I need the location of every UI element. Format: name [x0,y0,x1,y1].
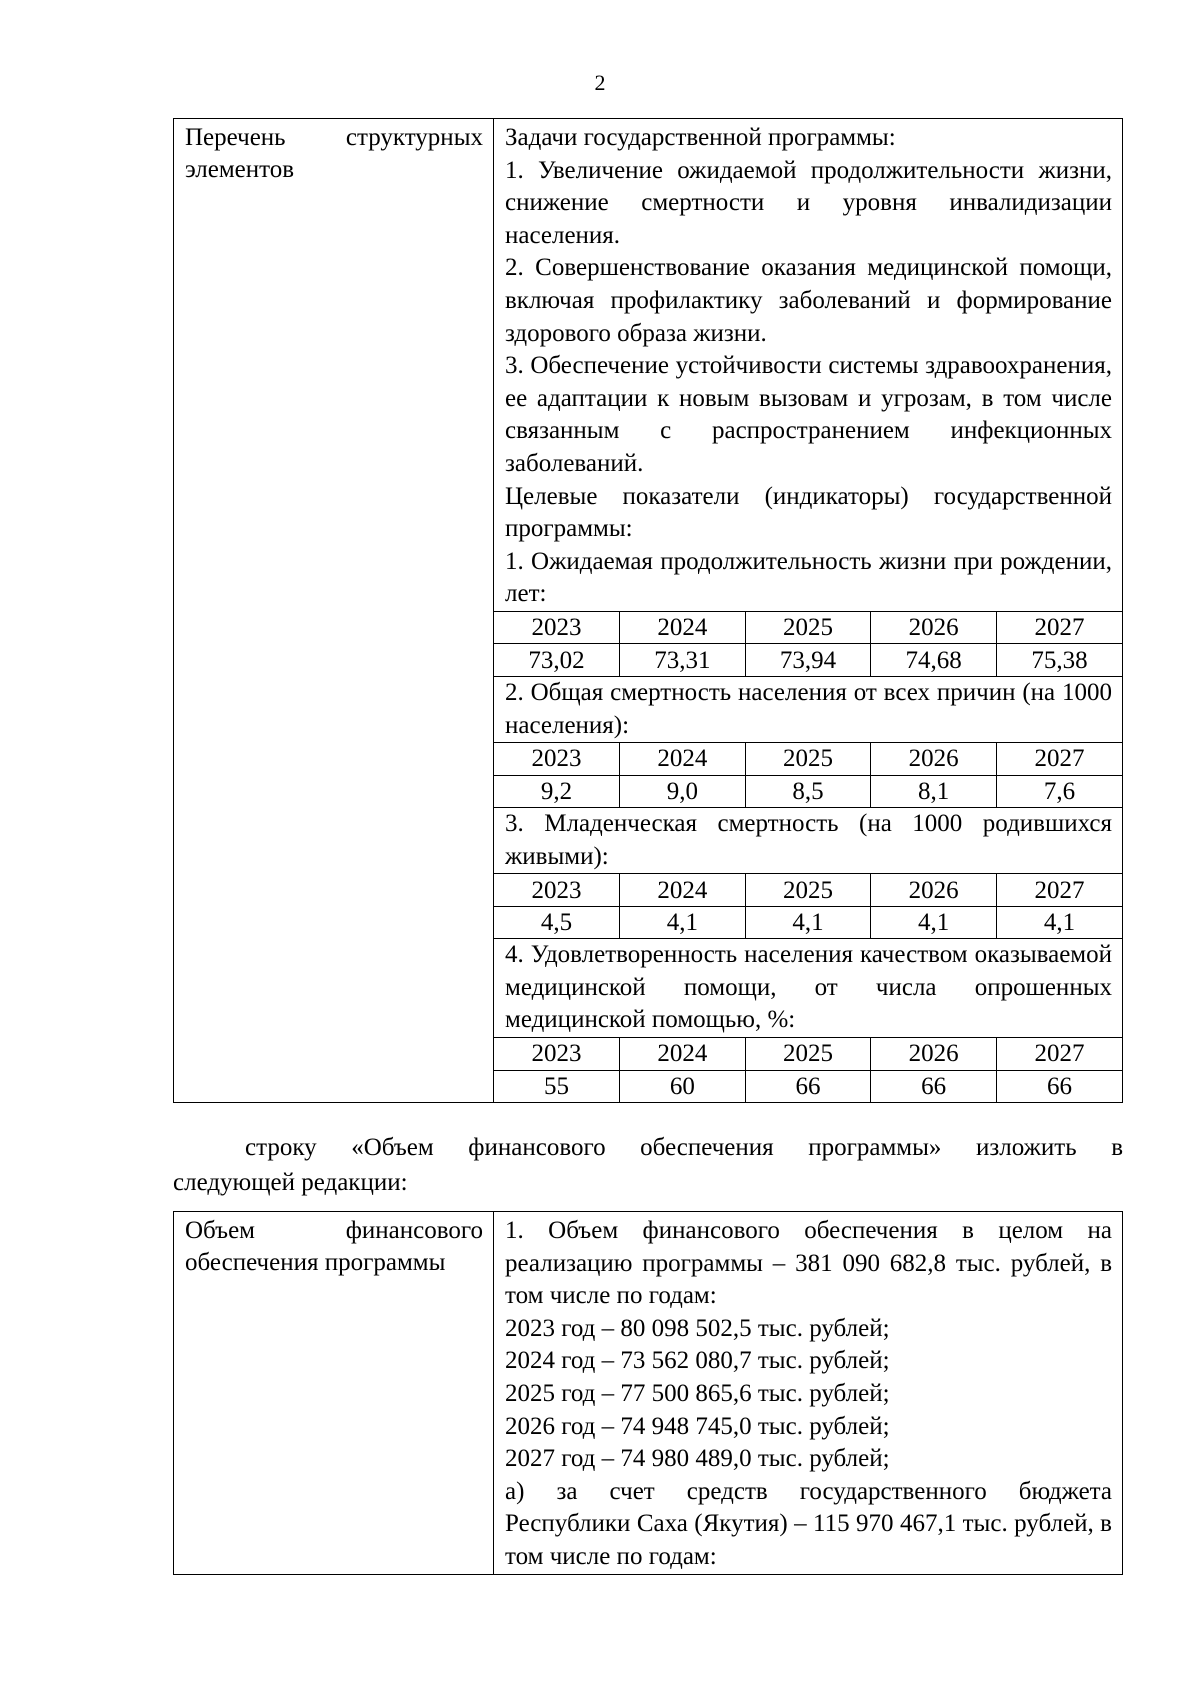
year-cell: 2025 [745,1038,871,1071]
value-cell: 75,38 [996,644,1122,677]
year-cell: 2024 [620,743,746,776]
financing-year-2027: 2027 год – 74 980 489,0 тыс. рублей; [505,1445,890,1473]
financing-year-2024: 2024 год – 73 562 080,7 тыс. рублей; [505,1347,890,1375]
structural-elements-label-line1: Перечень структурных [185,124,483,151]
page-number: 2 [594,70,606,95]
structural-elements-label-line2: элементов [185,156,295,183]
year-cell: 2023 [494,1038,620,1071]
task-3: 3. Обеспечение устойчивости системы здравоохранения, ее адаптации к новым вызовам и угрозам, в том числе связанным с распространением инфекционных заболеваний. [505,352,1112,477]
indicator-3-title: 3. Младенческая смертность (на 1000 родившихся живыми): [505,810,1112,870]
value-cell: 66 [996,1070,1122,1102]
value-cell: 4,1 [871,906,997,939]
value-cell: 4,1 [745,906,871,939]
value-cell: 74,68 [871,644,997,677]
value-cell: 60 [620,1070,746,1102]
year-cell: 2027 [996,1038,1122,1071]
tasks-heading: Задачи государственной программы: [505,124,896,151]
value-cell: 73,02 [494,644,620,677]
value-cell: 9,2 [494,775,620,808]
amendment-paragraph [173,1130,1123,1200]
value-cell: 8,1 [871,775,997,808]
structural-elements-content-cell [494,119,1123,1103]
indicators-heading: Целевые показатели (индикаторы) государственной программы: [505,482,1112,543]
task-2: 2. Совершенствование оказания медицинской помощи, включая профилактику заболеваний и формирование здорового образа жизни. [505,254,1112,347]
year-cell: 2023 [494,611,620,644]
indicator-2-title: 2. Общая смертность населения от всех причин (на 1000 населения): [505,678,1112,739]
indicator-4-title: 4. Удовлетворенность населения качеством оказываемой медицинской помощи, от числа опрошенных медицинской помощью, %: [505,941,1112,1034]
value-cell: 8,5 [745,775,871,808]
indicator-3-table [494,873,1122,939]
value-cell: 73,31 [620,644,746,677]
year-cell: 2024 [620,611,746,644]
financing-year-2025: 2025 год – 77 500 865,6 тыс. рублей; [505,1379,890,1407]
value-cell: 55 [494,1070,620,1102]
year-cell: 2023 [494,874,620,907]
financing-label-cell [174,1212,494,1575]
task-1: 1. Увеличение ожидаемой продолжительности жизни, снижение смертности и уровня инвалидизации населения. [505,156,1112,249]
year-cell: 2026 [871,743,997,776]
value-cell: 9,0 [620,775,746,808]
year-cell: 2024 [620,874,746,907]
financing-table [173,1211,1123,1575]
value-cell: 66 [871,1070,997,1102]
indicator-4-table [494,1037,1122,1102]
year-cell: 2026 [871,874,997,907]
year-cell: 2026 [871,1038,997,1071]
indicator-1-title: 1. Ожидаемая продолжительность жизни при рождении, лет: [505,547,1112,608]
financing-year-2026: 2026 год – 74 948 745,0 тыс. рублей; [505,1412,890,1440]
financing-label-line1: Объем финансового [185,1217,483,1244]
year-cell: 2025 [745,874,871,907]
financing-label-line2: обеспечения программы [185,1249,446,1276]
value-cell: 4,1 [620,906,746,939]
year-cell: 2027 [996,743,1122,776]
value-cell: 66 [745,1070,871,1102]
value-cell: 4,1 [996,906,1122,939]
financing-content-cell [494,1212,1123,1575]
amendment-line-1: строку «Объем финансового обеспечения программы» изложить в [245,1134,1123,1161]
year-cell: 2025 [745,611,871,644]
year-cell: 2026 [871,611,997,644]
value-cell: 7,6 [996,775,1122,808]
financing-year-2023: 2023 год – 80 098 502,5 тыс. рублей; [505,1314,890,1342]
indicator-1-table [494,611,1122,677]
year-cell: 2023 [494,743,620,776]
year-cell: 2027 [996,611,1122,644]
year-cell: 2027 [996,874,1122,907]
indicator-2-table [494,742,1122,808]
value-cell: 4,5 [494,906,620,939]
financing-sub-a: а) за счет средств государственного бюджета Республики Саха (Якутия) – 115 970 467,1 тыс. рублей, в том числе по годам: [505,1477,1112,1570]
structural-elements-label-cell [174,119,494,1103]
amendment-line-2: следующей редакции: [173,1169,408,1196]
year-cell: 2025 [745,743,871,776]
structural-elements-table [173,118,1123,1103]
value-cell: 73,94 [745,644,871,677]
year-cell: 2024 [620,1038,746,1071]
financing-intro: 1. Объем финансового обеспечения в целом на реализацию программы – 381 090 682,8 тыс. рублей, в том числе по годам: [505,1217,1112,1310]
